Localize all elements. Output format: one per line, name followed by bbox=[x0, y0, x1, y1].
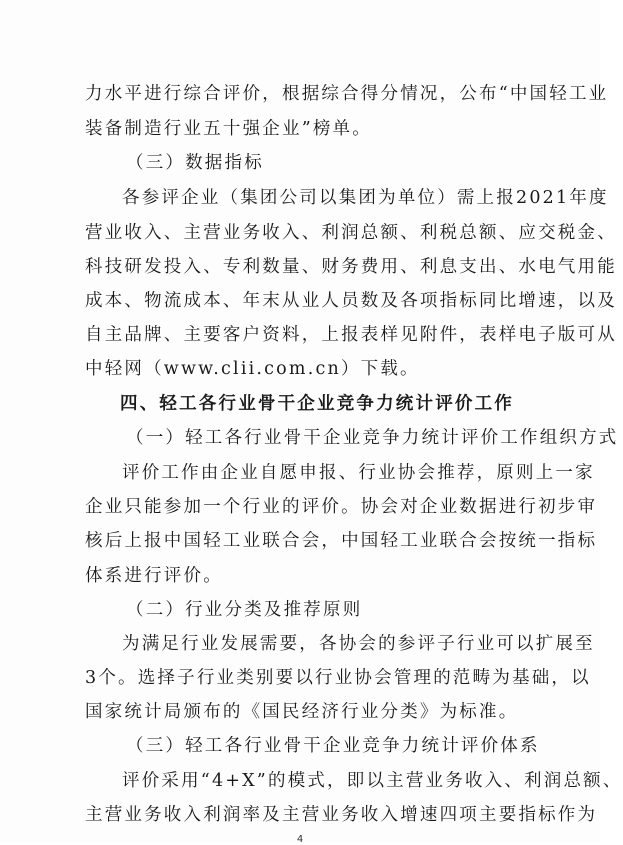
section-heading: 四、轻工各行业骨干企业竞争力统计评价工作 bbox=[120, 394, 514, 414]
text-line: 自主品牌、主要客户资料，上报表样见附件，表样电子版可从 bbox=[85, 325, 617, 345]
text-line: 成本、物流成本、年末从业人员数及各项指标同比增速，以及 bbox=[85, 291, 617, 311]
section-subheading: （一）轻工各行业骨干企业竞争力统计评价工作组织方式 bbox=[126, 428, 619, 448]
text-line: 企业只能参加一个行业的评价。协会对企业数据进行初步审 bbox=[85, 497, 598, 517]
text-line: 中轻网（www.clii.com.cn）下载。 bbox=[85, 359, 420, 379]
text-line: 核后上报中国轻工业联合会，中国轻工业联合会按统一指标 bbox=[85, 531, 598, 551]
text-line: 3个。选择子行业类别要以行业协会管理的范畴为基础，以 bbox=[85, 668, 591, 688]
text-line: 力水平进行综合评价，根据综合得分情况，公布“中国轻工业 bbox=[85, 84, 609, 104]
text-line: 国家统计局颁布的《国民经济行业分类》为标准。 bbox=[85, 702, 519, 722]
text-line: 装备制造行业五十强企业”榜单。 bbox=[85, 119, 372, 139]
text-line: 主营业务收入利润率及主营业务收入增速四项主要指标作为 bbox=[85, 805, 598, 825]
text-line: 体系进行评价。 bbox=[85, 566, 223, 586]
text-line: 科技研发投入、专利数量、财务费用、利息支出、水电气用能 bbox=[85, 257, 617, 277]
text-line: 各参评企业（集团公司以集团为单位）需上报2021年度 bbox=[122, 188, 609, 208]
section-subheading: （三）轻工各行业骨干企业竞争力统计评价体系 bbox=[126, 736, 540, 756]
text-line: 评价工作由企业自愿申报、行业协会推荐，原则上一家 bbox=[122, 463, 595, 483]
text-line: 营业收入、主营业务收入、利润总额、利税总额、应交税金、 bbox=[85, 223, 617, 243]
text-line: 评价采用“4+X”的模式，即以主营业务收入、利润总额、 bbox=[122, 771, 623, 791]
section-subheading: （二）行业分类及推荐原则 bbox=[126, 600, 363, 620]
page-number: 4 bbox=[296, 834, 304, 845]
section-subheading: （三）数据指标 bbox=[126, 153, 264, 173]
text-line: 为满足行业发展需要，各协会的参评子行业可以扩展至 bbox=[122, 634, 595, 654]
